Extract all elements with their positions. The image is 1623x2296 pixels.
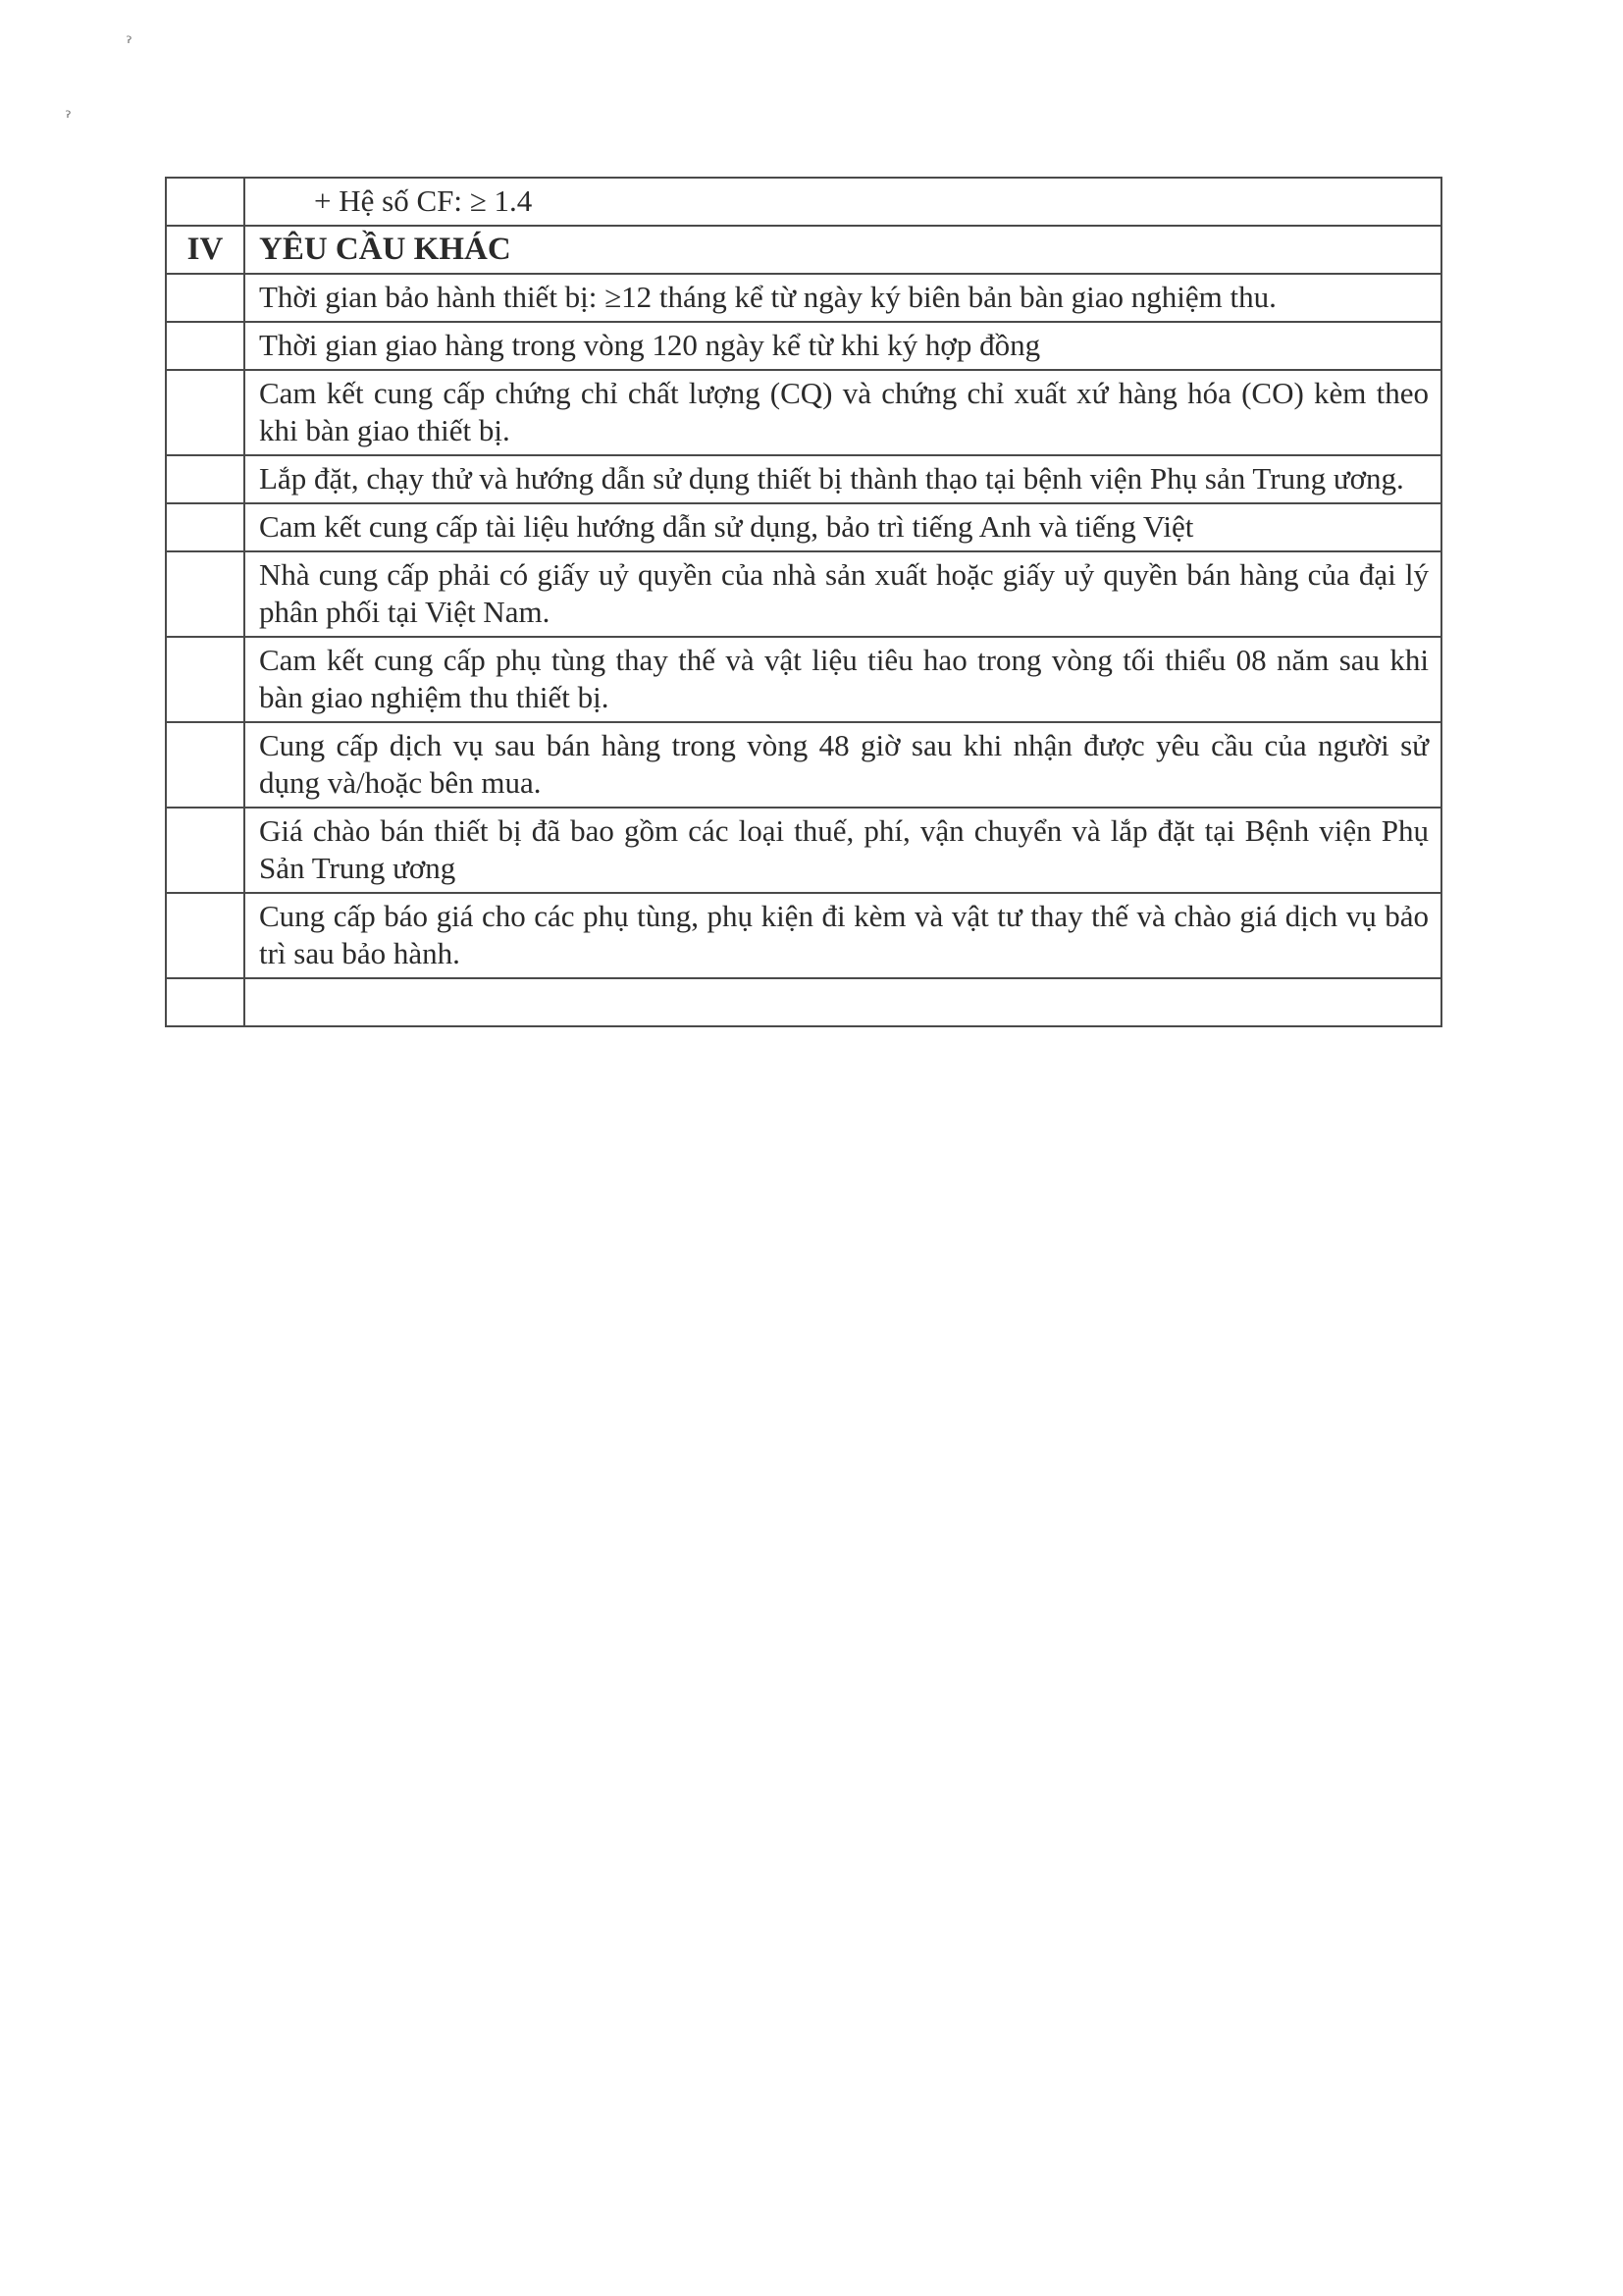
table-row [166,274,1441,322]
row-text: Nhà cung cấp phải có giấy uỷ quyền của nhà sản xuất hoặc giấy uỷ quyền bán hàng của đại lý phân phối tại Việt Nam. [244,551,1441,637]
table-row [166,322,1441,370]
section-number: IV [166,226,244,274]
row-number [166,503,244,551]
section-title: YÊU CẦU KHÁC [244,226,1441,274]
table-row [166,370,1441,455]
row-number [166,808,244,893]
row-number [166,637,244,722]
row-text: Lắp đặt, chạy thử và hướng dẫn sử dụng thiết bị thành thạo tại bệnh viện Phụ sản Trung ương. [244,455,1441,503]
scan-speck: ˀ [126,33,132,54]
table-row [166,722,1441,808]
row-text: Thời gian bảo hành thiết bị: ≥12 tháng kể từ ngày ký biên bản bàn giao nghiệm thu. [244,274,1441,322]
empty-table-row [166,978,1441,1026]
row-number [166,370,244,455]
requirements-table [165,177,1442,1027]
row-number [166,722,244,808]
row-number [166,455,244,503]
table-row [166,893,1441,978]
row-text: Cam kết cung cấp chứng chỉ chất lượng (CQ) và chứng chỉ xuất xứ hàng hóa (CO) kèm theo khi bàn giao thiết bị. [244,370,1441,455]
scan-speck: ˀ [65,108,72,129]
row-number [166,893,244,978]
table-row [166,808,1441,893]
row-text: Giá chào bán thiết bị đã bao gồm các loại thuế, phí, vận chuyển và lắp đặt tại Bệnh viện Phụ Sản Trung ương [244,808,1441,893]
table-row [166,551,1441,637]
row-number [166,551,244,637]
row-number [166,178,244,226]
row-number [166,322,244,370]
row-text: Cam kết cung cấp tài liệu hướng dẫn sử dụng, bảo trì tiếng Anh và tiếng Việt [244,503,1441,551]
row-text [244,978,1441,1026]
table-row [166,503,1441,551]
row-number [166,978,244,1026]
row-text: Cung cấp báo giá cho các phụ tùng, phụ kiện đi kèm và vật tư thay thế và chào giá dịch vụ bảo trì sau bảo hành. [244,893,1441,978]
requirements-table-body [166,178,1441,1026]
row-text: Cung cấp dịch vụ sau bán hàng trong vòng 48 giờ sau khi nhận được yêu cầu của người sử dụng và/hoặc bên mua. [244,722,1441,808]
section-header-row [166,226,1441,274]
table-row [166,455,1441,503]
table-row [166,178,1441,226]
row-text: Thời gian giao hàng trong vòng 120 ngày kể từ khi ký hợp đồng [244,322,1441,370]
row-text: + Hệ số CF: ≥ 1.4 [244,178,1441,226]
row-text: Cam kết cung cấp phụ tùng thay thế và vật liệu tiêu hao trong vòng tối thiểu 08 năm sau khi bàn giao nghiệm thu thiết bị. [244,637,1441,722]
row-number [166,274,244,322]
table-row [166,637,1441,722]
